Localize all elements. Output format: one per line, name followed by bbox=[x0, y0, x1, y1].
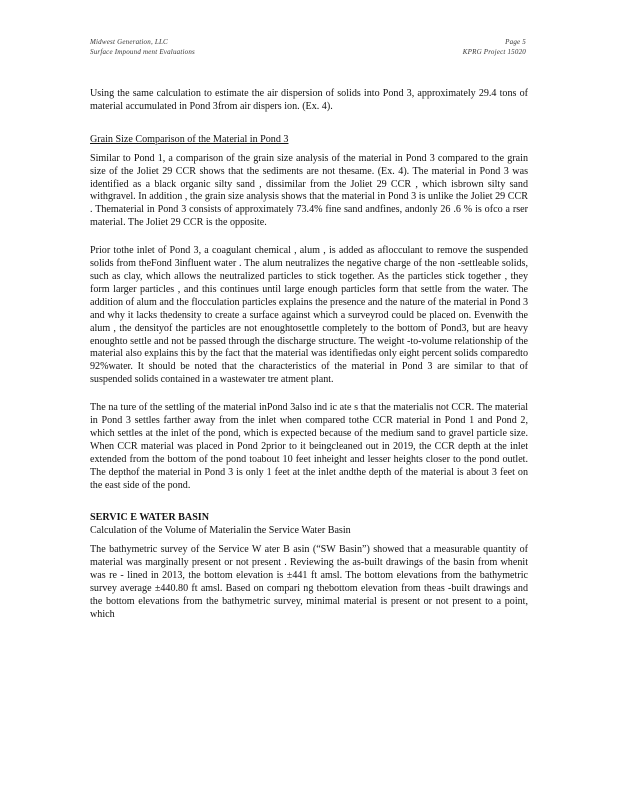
document-body bbox=[90, 88, 528, 622]
header-project-number: KPRG Project 15020 bbox=[462, 48, 526, 56]
paragraph-grain-size: Similar to Pond 1, a comparison of the grain size analysis of the material in Pond 3 compared to the grain size of the Joliet 29 CCR shows that the sediments are not thesame. (Ex. 4). The material in Pond 3 was identified as a black organic silty sand , dissimilar from the Joliet 29 CCR , which isbrown silty sand withgravel. In addition , the grain size analysis shows that the material in Pond 3 is unlike the Joliet 29 CCR . Thematerial in Pond 3 consists of approximately 73.4% fine sand andfines, andonly 26 .6 % is ofco a rser material. The Joliet 29 CCR is the opposite. bbox=[90, 152, 528, 229]
paragraph-settling-nature: The na ture of the settling of the material inPond 3also ind ic ate s that the materialis not CCR. The material in Pond 3 settles farther away from the inlet when compared tothe CCR material in Pond 1 and Pond 2, which settles at the inlet of the pond, which is expected because of the medium sand to gravel particle size. When CCR material was placed in Pond 2prior to it beingcleaned out in 2019, the CCR depth at the inlet extended from the bottom of the pond toabout 10 feet inheight and lesser heights closer to the pond outlet. The depthof the material in Pond 3 is only 1 feet at the inlet andthe depth of the material is about 3 feet on the east side of the pond. bbox=[90, 402, 528, 491]
paragraph-alum-flocculant: Prior tothe inlet of Pond 3, a coagulant chemical , alum , is added as aflocculant to remove the suspended solids from theFond 3influent water . The alum neutralizes the negative charge of the non -settleable solids, such as clay, which allows the neutralized particles to stick together. As the particles stick together , they form larger particles , and this continues until large enough particles form that settle from the water. The addition of alum and the flocculation particles explains the presence and the nature of the material in Pond 3 and why it lacks thedensity to create a surface against which a surveyrod could be placed on. Evenwith the alum , the densityof the particles are not enoughtosettle completely to the bottom of Pond3, but are heavy enoughto settle and not be passed through the discharge structure. The weight -to-volume relationship of the material also explains this by the fact that the material was identifiedas only eight percent solids comparedto 92%water. It should be noted that the characteristics of the material in Pond 3 are similar to that of suspended solids contained in a wastewater tre atment plant. bbox=[90, 245, 528, 386]
header-company: Midwest Generation, LLC bbox=[90, 38, 168, 46]
section-heading-grain-size: Grain Size Comparison of the Material in Pond 3 bbox=[90, 133, 289, 145]
header-left bbox=[90, 37, 195, 57]
subsection-heading-volume-calculation: Calculation of the Volume of Materialin the Service Water Basin bbox=[90, 525, 351, 537]
header-report-title: Surface Impound ment Evaluations bbox=[90, 48, 195, 56]
header-right bbox=[463, 37, 526, 57]
paragraph-service-water-basin: The bathymetric survey of the Service W ater B asin (“SW Basin”) showed that a measurable quantity of material was marginally present or not present . Reviewing the as-built drawings of the basin from whenit was re - lined in 2013, the bottom elevation is ±441 ft amsl. The bottom elevations from the bathymetric survey average ±440.80 ft amsl. Based on compari ng thebottom elevation from theas -built drawings and the bottom elevations from the bathymetric survey, minimal material is present or not present to a point, which bbox=[90, 544, 528, 620]
paragraph-intro: Using the same calculation to estimate the air dispersion of solids into Pond 3, approximately 29.4 tons of material accumulated in Pond 3from air dispers ion. (Ex. 4). bbox=[90, 88, 528, 112]
section-heading-service-water-basin: SERVIC E WATER BASIN bbox=[90, 512, 210, 524]
header-page-number: Page 5 bbox=[505, 38, 526, 46]
